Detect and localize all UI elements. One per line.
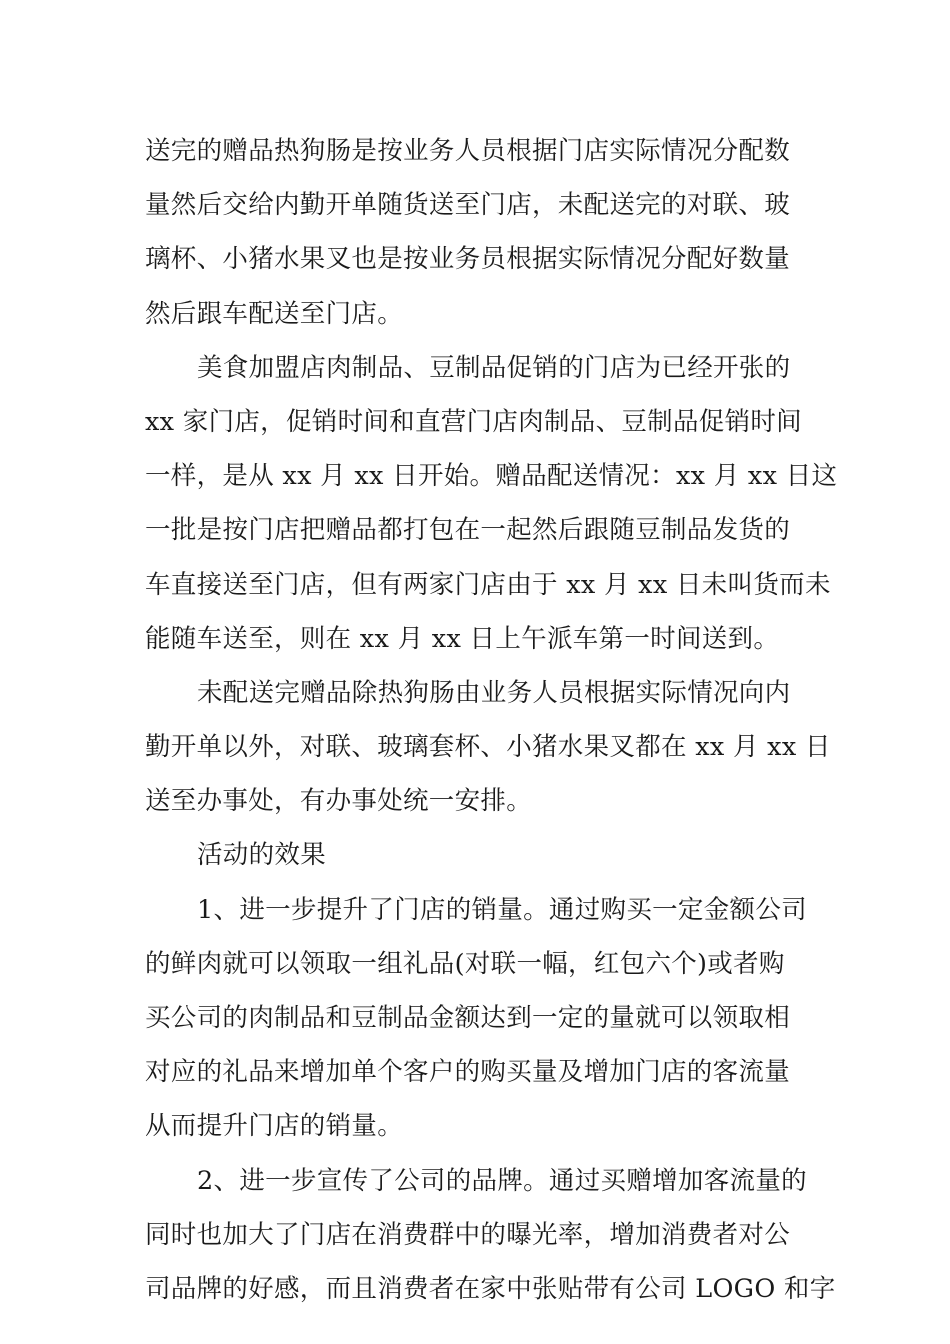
- document-body: [145, 124, 838, 1316]
- text-line: 送至办事处，有办事处统一安排。: [145, 786, 533, 817]
- text-line: 买公司的肉制品和豆制品金额达到一定的量就可以领取相: [145, 1003, 791, 1033]
- text-line: 璃杯、小猪水果叉也是按业务员根据实际情况分配好数量: [145, 244, 791, 275]
- text-line: 从而提升门店的销量。: [145, 1111, 404, 1142]
- text-line: 一样，是从 xx 月 xx 日开始。赠品配送情况：xx 月 xx 日这: [145, 461, 838, 492]
- text-line: 同时也加大了门店在消费群中的曝光率，增加消费者对公: [145, 1219, 791, 1250]
- section-heading: 活动的效果: [197, 840, 327, 871]
- text-line: 的鲜肉就可以领取一组礼品(对联一幅，红包六个)或者购: [145, 948, 785, 979]
- paragraph-first-line: 1、进一步提升了门店的销量。通过购买一定金额公司: [197, 894, 807, 925]
- text-line: 送完的赠品热狗肠是按业务人员根据门店实际情况分配数: [145, 136, 791, 166]
- text-line: xx 家门店，促销时间和直营门店肉制品、豆制品促销时间: [145, 406, 802, 437]
- paragraph-first-line: 2、进一步宣传了公司的品牌。通过买赠增加客流量的: [197, 1165, 807, 1196]
- paragraph-first-line: 未配送完赠品除热狗肠由业务人员根据实际情况向内: [197, 677, 791, 708]
- text-line: 能随车送至，则在 xx 月 xx 日上午派车第一时间送到。: [145, 623, 780, 654]
- text-line: 然后跟车配送至门店。: [145, 298, 404, 329]
- paragraph-first-line: 美食加盟店肉制品、豆制品促销的门店为已经开张的: [197, 352, 791, 383]
- text-line: 一批是按门店把赠品都打包在一起然后跟随豆制品发货的: [145, 515, 791, 546]
- text-line: 勤开单以外，对联、玻璃套杯、小猪水果叉都在 xx 月 xx 日: [145, 732, 831, 763]
- text-line: 对应的礼品来增加单个客户的购买量及增加门店的客流量: [145, 1057, 791, 1088]
- text-line: 量然后交给内勤开单随货送至门店，未配送完的对联、玻: [145, 190, 791, 221]
- text-line: 车直接送至门店，但有两家门店由于 xx 月 xx 日未叫货而未: [145, 569, 831, 600]
- text-line: 司品牌的好感，而且消费者在家中张贴带有公司 LOGO 和字: [145, 1273, 836, 1304]
